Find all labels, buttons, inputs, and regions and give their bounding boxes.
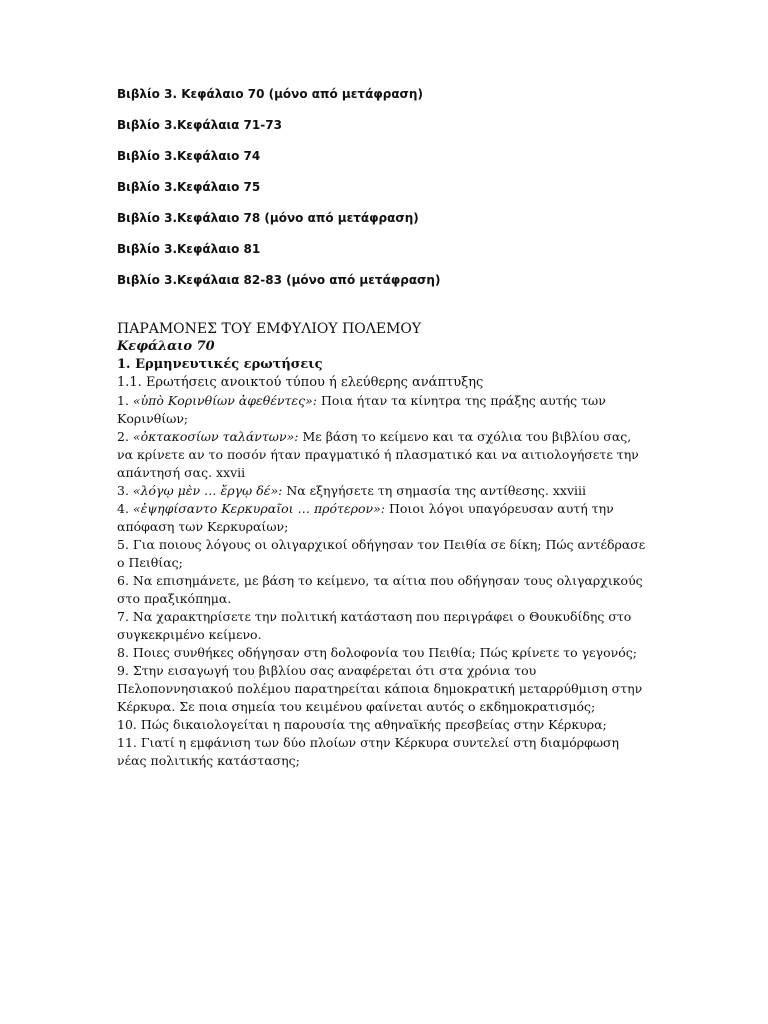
chapter-list-item: Βιβλίο 3.Κεφάλαιο 75 (117, 180, 261, 194)
question-item (117, 428, 647, 482)
question-list (117, 392, 647, 770)
question-text: Ποια ήταν τα κίνητρα της πράξης αυτής των Κορινθίων; (117, 393, 606, 426)
question-text: Να εξηγήσετε τη σημασία της αντίθεσης. xxviii (286, 483, 587, 498)
exercise-section (117, 320, 647, 770)
question-text: Γιατί η εμφάνιση των δύο πλοίων στην Κέρκυρα συντελεί στη διαμόρφωση νέας πολιτικής κατάστασης; (117, 735, 620, 768)
question-number: 3. (117, 483, 129, 498)
question-quote: «λόγῳ μὲν … ἔργῳ δέ»: (132, 483, 283, 498)
chapter-list-item: Βιβλίο 3.Κεφάλαιο 81 (117, 242, 261, 256)
question-text: Στην εισαγωγή του βιβλίου σας αναφέρεται ότι στα χρόνια του Πελοποννησιακού πολέμου παρατηρείται κάποια δημοκρατική μεταρρύθμιση στην Κέρκυρα. Σε ποια σημεία του κειμένου φαίνεται αυτός ο εκδημοκρατισμός; (117, 663, 643, 714)
question-item (117, 716, 647, 734)
question-number: 10. (117, 717, 137, 732)
question-text: Με βάση το κείμενο και τα σχόλια του βιβλίου σας, να κρίνετε αν το ποσόν ήταν πραγματικό ή πλασματικό και να αιτιολογήσετε την απάντησή σας. xxvii (117, 429, 639, 480)
question-quote: «ὀκτακοσίων ταλάντων»: (132, 429, 299, 444)
chapter-list-item: Βιβλίο 3.Κεφάλαια 71-73 (117, 118, 282, 132)
question-quote: «ἐψηφίσαντο Κερκυραῖοι … πρότερον»: (132, 501, 386, 516)
question-text: Ποιες συνθήκες οδήγησαν στη δολοφονία του Πειθία; Πώς κρίνετε το γεγονός; (132, 645, 637, 660)
chapter-title: Κεφάλαιο 70 (117, 339, 215, 354)
chapter-list-item: Βιβλίο 3.Κεφάλαιο 74 (117, 149, 261, 163)
subsection-title: 1.1. Ερωτήσεις ανοικτού τύπου ή ελεύθερης ανάπτυξης (117, 375, 484, 390)
question-number: 1. (117, 393, 129, 408)
question-number: 5. (117, 537, 129, 552)
question-text: Ποιοι λόγοι υπαγόρευσαν αυτή την απόφαση των Κερκυραίων; (117, 501, 614, 534)
chapter-list-item: Βιβλίο 3. Κεφάλαιο 70 (μόνο από μετάφραση) (117, 87, 423, 101)
question-number: 8. (117, 645, 129, 660)
question-item (117, 536, 647, 572)
chapter-list-item: Βιβλίο 3.Κεφάλαιο 78 (μόνο από μετάφραση) (117, 211, 419, 225)
question-item (117, 662, 647, 716)
section-title: 1. Ερμηνευτικές ερωτήσεις (117, 357, 323, 372)
question-text: Για ποιους λόγους οι ολιγαρχικοί οδήγησαν τον Πειθία σε δίκη; Πώς αντέδρασε ο Πειθίας; (117, 537, 646, 570)
question-number: 4. (117, 501, 129, 516)
question-number: 6. (117, 573, 129, 588)
question-number: 11. (117, 735, 137, 750)
question-item (117, 500, 647, 536)
question-text: Πώς δικαιολογείται η παρουσία της αθηναϊκής πρεσβείας στην Κέρκυρα; (140, 717, 607, 732)
question-item (117, 608, 647, 644)
question-item (117, 734, 647, 770)
main-title: ΠΑΡΑΜΟΝΕΣ ΤΟΥ ΕΜΦΥΛΙΟΥ ΠΟΛΕΜΟΥ (117, 321, 422, 337)
question-text: Να χαρακτηρίσετε την πολιτική κατάσταση που περιγράφει ο Θουκυδίδης στο συγκεκριμένο κείμενο. (117, 609, 632, 642)
question-number: 2. (117, 429, 129, 444)
question-item (117, 572, 647, 608)
question-item (117, 392, 647, 428)
question-number: 9. (117, 663, 129, 678)
question-text: Να επισημάνετε, με βάση το κείμενο, τα αίτια που οδήγησαν τους ολιγαρχικούς στο πραξικόπημα. (117, 573, 643, 606)
chapter-list (117, 86, 677, 303)
question-quote: «ὑπὸ Κορινθίων ἀφεθέντες»: (132, 393, 318, 408)
question-item (117, 482, 647, 500)
chapter-list-item: Βιβλίο 3.Κεφάλαια 82-83 (μόνο από μετάφραση) (117, 273, 441, 287)
question-number: 7. (117, 609, 129, 624)
question-item (117, 644, 647, 662)
